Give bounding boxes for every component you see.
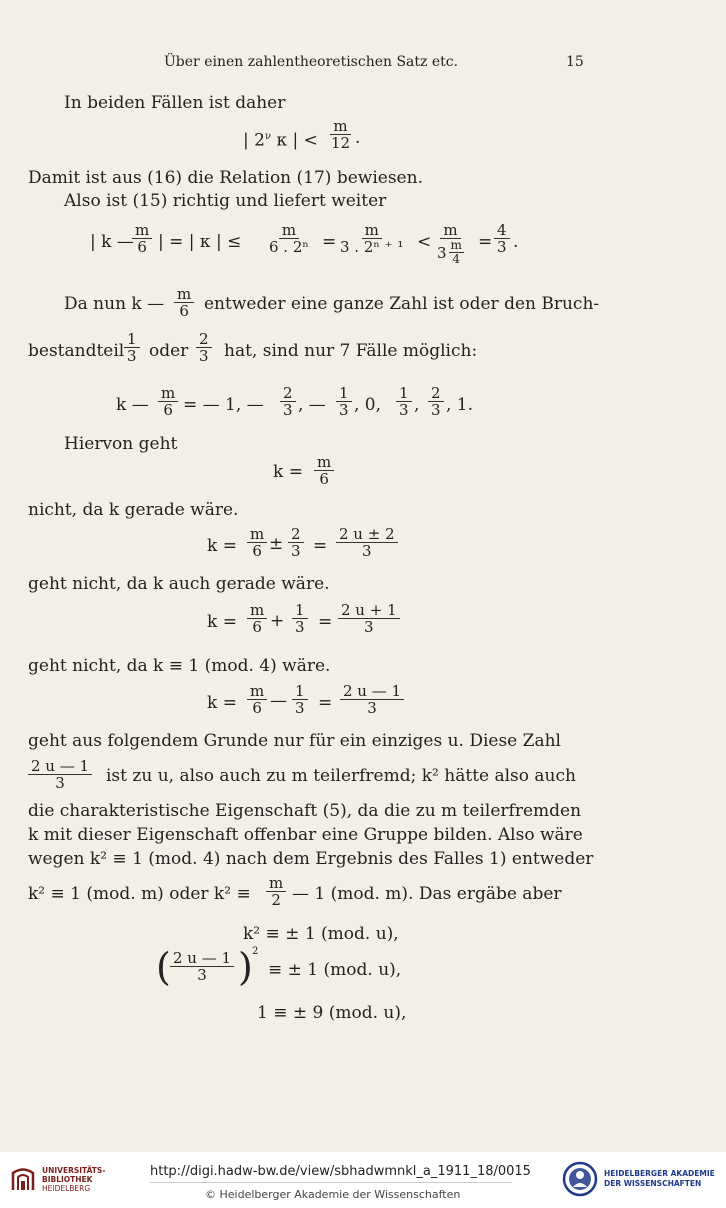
fraction: $\frac{2}{3}$ bbox=[196, 331, 212, 364]
equation: | = | κ | ≤ bbox=[158, 232, 242, 252]
fraction: $\frac{2 u — 1}{3}$ bbox=[340, 683, 404, 716]
text-line: wegen k² ≡ 1 (mod. 4) nach dem Ergebnis des Falles 1) entweder bbox=[28, 849, 594, 869]
text-line: Also ist (15) richtig und liefert weiter bbox=[64, 191, 387, 211]
equation: = — 1, — bbox=[183, 395, 264, 415]
text-line: die charakteristische Eigenschaft (5), da die zu m teilerfremden bbox=[28, 801, 582, 821]
fraction: $\frac{2 u — 1}{3}$ bbox=[28, 758, 92, 791]
equation: ± bbox=[269, 534, 284, 554]
equation: ≡ ± 1 (mod. u), bbox=[268, 960, 402, 980]
text-line: bestandteil bbox=[28, 341, 125, 361]
left-paren: ( bbox=[156, 945, 171, 989]
university-library-logo-icon bbox=[10, 1164, 36, 1192]
equation: , 0, bbox=[354, 395, 382, 415]
equation: k = bbox=[207, 693, 237, 713]
text-line: Damit ist aus (16) die Relation (17) bewiesen. bbox=[28, 168, 423, 188]
right-paren: ) bbox=[238, 945, 253, 989]
fraction: $\frac{m}{12}$ bbox=[331, 117, 351, 152]
footer-bar bbox=[0, 1152, 726, 1208]
equation: = bbox=[318, 612, 333, 632]
fraction: $\frac{m}{6}$ bbox=[132, 222, 152, 255]
fraction: $\frac{2 u + 1}{3}$ bbox=[338, 602, 400, 635]
fraction: $\frac{m}{\text{6 . 2ⁿ}}$ bbox=[269, 221, 309, 256]
equation: — bbox=[270, 691, 287, 711]
document-url-link[interactable]: http://digi.hadw-bw.de/view/sbhadwmnkl_a_1911_18/0015 bbox=[150, 1164, 531, 1179]
fraction: $\frac{2}{3}$ bbox=[288, 526, 304, 559]
equation: 1 ≡ ± 9 (mod. u), bbox=[257, 1003, 407, 1023]
equation: | $2^\nu$ κ | < bbox=[243, 130, 318, 151]
fraction: $\frac{2 u \pm 2}{3}$ bbox=[336, 526, 398, 559]
text-line: — 1 (mod. m). Das ergäbe aber bbox=[292, 884, 562, 904]
text-line: Hiervon geht bbox=[64, 434, 178, 454]
equation-end: . bbox=[355, 128, 361, 148]
equation: , 1. bbox=[446, 395, 474, 415]
equation: k = bbox=[207, 612, 237, 632]
fraction: $\frac{2}{3}$ bbox=[280, 385, 296, 418]
equation: + bbox=[270, 611, 285, 631]
text-line: geht aus folgendem Grunde nur für ein einziges u. Diese Zahl bbox=[28, 731, 561, 751]
fraction: $\frac{m}{6}$ bbox=[247, 683, 267, 716]
academy-name: HEIDELBERGER AKADEMIE DER WISSENSCHAFTEN bbox=[604, 1169, 715, 1188]
academy-seal-icon bbox=[562, 1160, 598, 1198]
text-line: hat, sind nur 7 Fälle möglich: bbox=[224, 341, 478, 361]
text-line: In beiden Fällen ist daher bbox=[64, 93, 286, 113]
fraction: $\frac{1}{3}$ bbox=[124, 331, 140, 364]
equation: k — bbox=[116, 395, 149, 415]
text-line: nicht, da k gerade wäre. bbox=[28, 500, 239, 520]
equation: | k — bbox=[90, 232, 134, 252]
exponent: 2 bbox=[252, 946, 259, 957]
fraction: $\frac{2}{3}$ bbox=[428, 385, 444, 418]
equation: = bbox=[322, 232, 337, 252]
text-line: geht nicht, da k auch gerade wäre. bbox=[28, 574, 330, 594]
fraction: $\frac{m}{6}$ bbox=[314, 454, 334, 487]
running-title: Über einen zahlentheoretischen Satz etc. bbox=[164, 54, 459, 70]
fraction: m 3 m 4 bbox=[437, 221, 462, 266]
fraction: $\frac{m}{\text{3 . 2ⁿ ⁺ ¹}}$ bbox=[340, 221, 404, 256]
library-name: UNIVERSITÄTS- BIBLIOTHEK HEIDELBERG bbox=[42, 1166, 106, 1193]
fraction: $\frac{1}{3}$ bbox=[336, 385, 352, 418]
equation: = bbox=[318, 693, 333, 713]
footer-divider bbox=[150, 1182, 512, 1183]
copyright-notice: © Heidelberger Akademie der Wissenschaften bbox=[205, 1188, 461, 1201]
text-line: entweder eine ganze Zahl ist oder den Bruch- bbox=[204, 294, 600, 314]
equation: = bbox=[313, 536, 328, 556]
text-line: geht nicht, da k ≡ 1 (mod. 4) wäre. bbox=[28, 656, 331, 676]
text-line: k mit dieser Eigenschaft offenbar eine Gruppe bilden. Also wäre bbox=[28, 825, 583, 845]
text-line: ist zu u, also auch zu m teilerfremd; k² hätte also auch bbox=[106, 766, 576, 786]
fraction: $\frac{2 u — 1}{3}$ bbox=[170, 950, 234, 983]
text-line: k² ≡ 1 (mod. m) oder k² ≡ bbox=[28, 884, 251, 904]
equation: k² ≡ ± 1 (mod. u), bbox=[243, 924, 399, 944]
fraction: $\frac{m}{2}$ bbox=[266, 875, 286, 908]
fraction: $\frac{1}{3}$ bbox=[292, 602, 308, 635]
equation: = bbox=[478, 232, 493, 252]
fraction: $\frac{4}{3}$ bbox=[494, 222, 510, 255]
equation: k = bbox=[273, 462, 303, 482]
page-number: 15 bbox=[566, 54, 584, 70]
fraction: $\frac{1}{3}$ bbox=[292, 683, 308, 716]
fraction: $\frac{m}{6}$ bbox=[158, 385, 178, 418]
fraction: $\frac{m}{6}$ bbox=[174, 286, 194, 319]
text-line: oder bbox=[149, 341, 189, 361]
fraction: $\frac{m}{6}$ bbox=[247, 526, 267, 559]
equation-end: . bbox=[513, 232, 519, 252]
equation: , — bbox=[298, 395, 326, 415]
equation: < bbox=[417, 232, 432, 252]
equation: , bbox=[414, 395, 420, 415]
fraction: $\frac{m}{6}$ bbox=[247, 602, 267, 635]
fraction: $\frac{1}{3}$ bbox=[396, 385, 412, 418]
equation: k = bbox=[207, 536, 237, 556]
text-line: Da nun k — bbox=[64, 294, 165, 314]
